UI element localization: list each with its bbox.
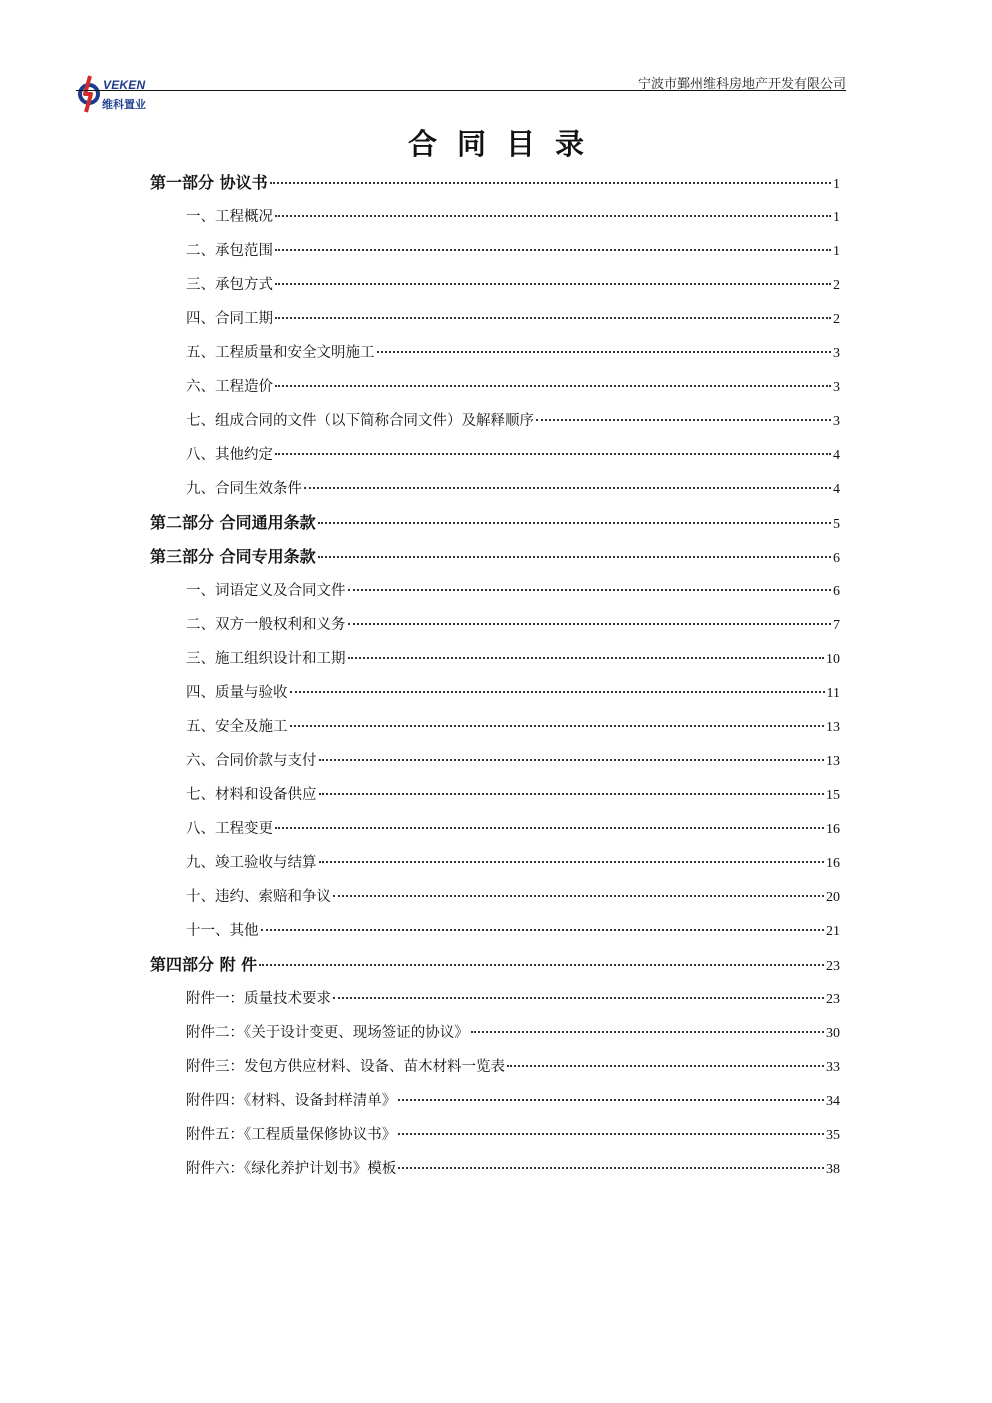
dot-leader	[304, 487, 831, 489]
header-rule	[76, 90, 846, 91]
toc-entry-label: 五、安全及施工	[186, 719, 288, 735]
toc-page-number: 16	[826, 856, 840, 871]
toc-entry-label: 二、双方一般权利和义务	[186, 617, 346, 633]
logo-text-zh: 维科置业	[102, 98, 146, 111]
toc-page-number: 4	[833, 482, 840, 497]
toc-page-number: 11	[826, 686, 840, 701]
dot-leader	[275, 249, 831, 251]
toc-entry-label: 四、合同工期	[186, 311, 273, 327]
dot-leader	[333, 997, 824, 999]
toc-entry-label: 十、违约、索赔和争议	[186, 889, 331, 905]
toc-page-number: 23	[826, 992, 840, 1007]
toc-entry[interactable]	[150, 710, 840, 744]
page-header	[76, 70, 846, 118]
toc-entry-label: 附件六：《绿化养护计划书》模板	[186, 1161, 397, 1177]
toc-entry[interactable]	[150, 438, 840, 472]
toc-page-number: 4	[833, 448, 840, 463]
dot-leader	[398, 1099, 824, 1101]
toc-entry[interactable]	[150, 778, 840, 812]
dot-leader	[377, 351, 832, 353]
toc-page-number: 1	[833, 210, 840, 225]
toc-entry[interactable]	[150, 302, 840, 336]
toc-entry-label: 第一部分 协议书	[150, 173, 268, 192]
toc-page-number: 5	[833, 517, 840, 532]
toc-entry-label: 一、工程概况	[186, 209, 273, 225]
dot-leader	[319, 793, 825, 795]
dot-leader	[275, 827, 824, 829]
toc-entry-label: 附件三：发包方供应材料、设备、苗木材料一览表	[186, 1059, 505, 1075]
toc-entry-label: 八、其他约定	[186, 447, 273, 463]
dot-leader	[290, 691, 825, 693]
toc-entry-label: 五、工程质量和安全文明施工	[186, 345, 375, 361]
page-title: 合同目录	[407, 127, 604, 161]
toc-entry[interactable]	[150, 982, 840, 1016]
dot-leader	[398, 1167, 824, 1169]
toc-entry-label: 附件一：质量技术要求	[186, 991, 331, 1007]
toc-entry[interactable]	[150, 234, 840, 268]
toc-entry[interactable]	[150, 880, 840, 914]
toc-page-number: 16	[826, 822, 840, 837]
toc-entry-label: 三、承包方式	[186, 277, 273, 293]
toc-entry[interactable]	[150, 1118, 840, 1152]
dot-leader	[275, 385, 831, 387]
toc-entry[interactable]	[150, 642, 840, 676]
toc-page-number: 3	[833, 414, 840, 429]
company-logo	[76, 70, 156, 118]
toc-entry-label: 附件二：《关于设计变更、现场签证的协议》	[186, 1025, 469, 1041]
dot-leader	[471, 1031, 824, 1033]
toc-page-number: 13	[826, 754, 840, 769]
toc-entry[interactable]	[150, 268, 840, 302]
toc-page-number: 13	[826, 720, 840, 735]
toc-page-number: 34	[826, 1094, 840, 1109]
toc-page-number: 10	[826, 652, 840, 667]
toc-page-number: 38	[826, 1162, 840, 1177]
toc-entry-label: 附件四：《材料、设备封样清单》	[186, 1093, 397, 1109]
dot-leader	[275, 317, 831, 319]
dot-leader	[275, 283, 831, 285]
toc-part-entry[interactable]	[150, 506, 840, 540]
toc-entry-label: 第三部分 合同专用条款	[150, 547, 316, 566]
toc-entry-label: 八、工程变更	[186, 821, 273, 837]
toc-entry[interactable]	[150, 1050, 840, 1084]
dot-leader	[275, 453, 831, 455]
toc-entry[interactable]	[150, 404, 840, 438]
toc-page-number: 33	[826, 1060, 840, 1075]
toc-entry-label: 二、承包范围	[186, 243, 273, 259]
dot-leader	[275, 215, 831, 217]
dot-leader	[398, 1133, 824, 1135]
toc-page-number: 3	[833, 346, 840, 361]
toc-entry[interactable]	[150, 812, 840, 846]
dot-leader	[348, 623, 832, 625]
table-of-contents	[150, 166, 840, 1186]
toc-page-number: 3	[833, 380, 840, 395]
company-name: 宁波市鄞州维科房地产开发有限公司	[637, 77, 846, 92]
toc-page-number: 15	[826, 788, 840, 803]
dot-leader	[318, 522, 831, 524]
toc-page-number: 1	[833, 244, 840, 259]
toc-entry[interactable]	[150, 608, 840, 642]
toc-page-number: 6	[833, 584, 840, 599]
toc-entry[interactable]	[150, 744, 840, 778]
dot-leader	[507, 1065, 824, 1067]
dot-leader	[319, 861, 825, 863]
toc-part-entry[interactable]	[150, 540, 840, 574]
toc-entry-label: 七、组成合同的文件（以下简称合同文件）及解释顺序	[186, 413, 534, 429]
toc-entry-label: 第二部分 合同通用条款	[150, 513, 316, 532]
toc-entry-label: 第四部分 附 件	[150, 955, 258, 974]
toc-entry-label: 四、质量与验收	[186, 685, 288, 701]
toc-page-number: 2	[833, 312, 840, 327]
dot-leader	[333, 895, 824, 897]
toc-part-entry[interactable]	[150, 948, 840, 982]
toc-entry-label: 三、施工组织设计和工期	[186, 651, 346, 667]
toc-page-number: 7	[833, 618, 840, 633]
dot-leader	[348, 657, 825, 659]
toc-page-number: 1	[833, 177, 840, 192]
toc-entry[interactable]	[150, 1152, 840, 1186]
dot-leader	[536, 419, 831, 421]
toc-entry-label: 六、工程造价	[186, 379, 273, 395]
toc-page-number: 35	[826, 1128, 840, 1143]
toc-entry[interactable]	[150, 472, 840, 506]
toc-entry[interactable]	[150, 370, 840, 404]
dot-leader	[348, 589, 832, 591]
toc-entry-label: 七、材料和设备供应	[186, 787, 317, 803]
toc-entry[interactable]	[150, 574, 840, 608]
dot-leader	[319, 759, 825, 761]
dot-leader	[259, 964, 824, 966]
toc-part-entry[interactable]	[150, 166, 840, 200]
toc-entry-label: 十一、其他	[186, 923, 259, 939]
toc-entry[interactable]	[150, 676, 840, 710]
toc-entry-label: 一、词语定义及合同文件	[186, 583, 346, 599]
toc-page-number: 20	[826, 890, 840, 905]
dot-leader	[318, 556, 831, 558]
toc-page-number: 2	[833, 278, 840, 293]
logo-text-en: VEKEN	[103, 78, 146, 92]
toc-page-number: 30	[826, 1026, 840, 1041]
dot-leader	[290, 725, 825, 727]
toc-entry[interactable]	[150, 336, 840, 370]
toc-entry[interactable]	[150, 1084, 840, 1118]
toc-entry-label: 九、竣工验收与结算	[186, 855, 317, 871]
toc-entry[interactable]	[150, 200, 840, 234]
toc-entry[interactable]	[150, 914, 840, 948]
toc-page-number: 21	[826, 924, 840, 939]
toc-page-number: 6	[833, 551, 840, 566]
dot-leader	[261, 929, 825, 931]
dot-leader	[270, 182, 831, 184]
toc-entry-label: 六、合同价款与支付	[186, 753, 317, 769]
toc-entry-label: 九、合同生效条件	[186, 481, 302, 497]
logo-mark-icon	[76, 74, 102, 114]
toc-page-number: 23	[826, 959, 840, 974]
toc-entry-label: 附件五：《工程质量保修协议书》	[186, 1127, 397, 1143]
toc-entry[interactable]	[150, 846, 840, 880]
toc-entry[interactable]	[150, 1016, 840, 1050]
